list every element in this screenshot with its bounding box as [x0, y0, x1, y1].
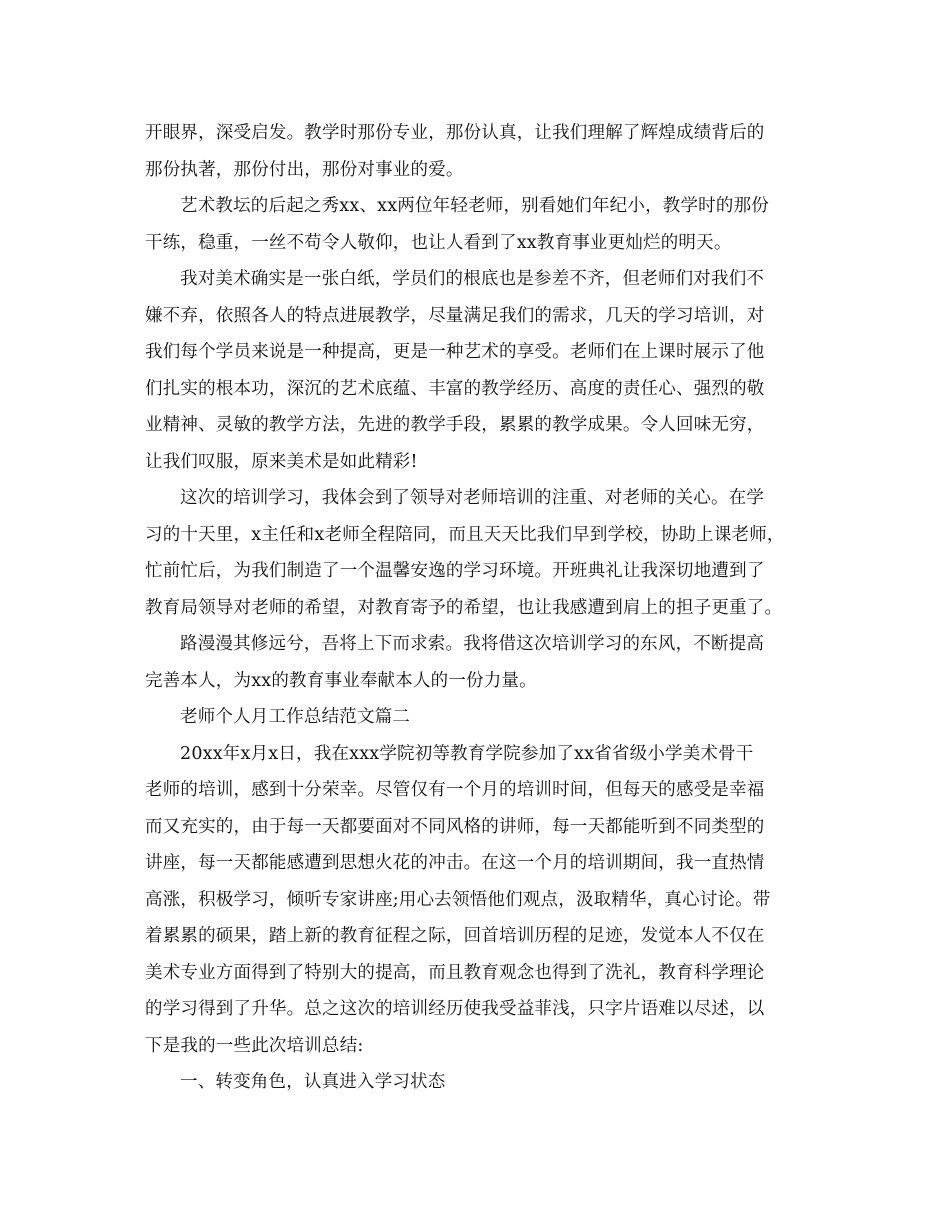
text-line-19: 老师的培训，感到十分荣幸。尽管仅有一个月的培训时间，但每天的感受是幸福 — [145, 780, 765, 800]
text-line-21: 讲座，每一天都能感遭到思想火花的冲击。在这一个月的培训期间，我一直热情 — [145, 853, 765, 873]
text-line-12: 习的十天里，x主任和x老师全程陪同，而且天天比我们早到学校，协助上课老师， — [145, 524, 785, 545]
text-line-18: 20xx年x月x日，我在xxx学院初等教育学院参加了xx省省级小学美术骨干 — [180, 743, 754, 764]
subsection-heading: 一、转变角色，认真进入学习状态 — [180, 1072, 446, 1092]
text-line-13: 忙前忙后，为我们制造了一个温馨安逸的学习环境。开班典礼让我深切地遭到了 — [145, 561, 765, 581]
document-body — [145, 115, 815, 1101]
text-line-16: 完善本人，为xx的教育事业奉献本人的一份力量。 — [145, 670, 537, 691]
text-line-15: 路漫漫其修远兮，吾将上下而求索。我将借这次培训学习的东风，不断提高 — [180, 634, 765, 654]
text-line-8: 们扎实的根本功，深沉的艺术底蕴、丰富的教学经历、高度的责任心、强烈的敬 — [145, 378, 765, 399]
text-line-4: 干练，稳重，一丝不苟令人敬仰，也让人看到了xx教育事业更灿烂的明天。 — [145, 232, 732, 253]
text-line-5: 我对美术确实是一张白纸，学员们的根底也是参差不齐，但老师们对我们不 — [180, 269, 765, 289]
text-line-3: 艺术教坛的后起之秀xx、xx两位年轻老师，别看她们年纪小，教学时的那份 — [180, 196, 769, 216]
text-line-24: 美术专业方面得到了特别大的提高，而且教育观念也得到了洗礼，教育科学理论 — [145, 962, 765, 983]
text-line-25: 的学习得到了升华。总之这次的培训经历使我受益菲浅，只字片语难以尽述，以 — [145, 999, 765, 1019]
section-heading: 老师个人月工作总结范文篇二 — [180, 707, 411, 727]
text-line-9: 业精神、灵敏的教学方法，先进的教学手段，累累的教学成果。令人回味无穷， — [145, 415, 765, 435]
text-line-22: 高涨，积极学习，倾听专家讲座;用心去领悟他们观点，汲取精华，真心讨论。带 — [145, 889, 771, 910]
text-line-14: 教育局领导对老师的希望，对教育寄予的希望，也让我感遭到肩上的担子更重了。 — [145, 597, 783, 618]
text-line-1: 开眼界，深受启发。教学时那份专业，那份认真，让我们理解了辉煌成绩背后的 — [145, 123, 765, 143]
text-line-26: 下是我的一些此次培训总结: — [145, 1035, 364, 1056]
text-line-20: 而又充实的，由于每一天都要面对不同风格的讲师，每一天都能听到不同类型的 — [145, 816, 765, 837]
text-line-2: 那份执著，那份付出，那份对事业的爱。 — [145, 159, 464, 180]
text-line-11: 这次的培训学习，我体会到了领导对老师培训的注重、对老师的关心。在学 — [180, 488, 765, 508]
text-line-7: 我们每个学员来说是一种提高，更是一种艺术的享受。老师们在上课时展示了他 — [145, 342, 765, 362]
text-line-10: 让我们叹服，原来美术是如此精彩! — [145, 451, 418, 472]
text-line-23: 着累累的硕果，踏上新的教育征程之际，回首培训历程的足迹，发觉本人不仅在 — [145, 926, 765, 946]
text-line-6: 嫌不弃，依照各人的特点进展教学，尽量满足我们的需求，几天的学习培训，对 — [145, 305, 765, 326]
